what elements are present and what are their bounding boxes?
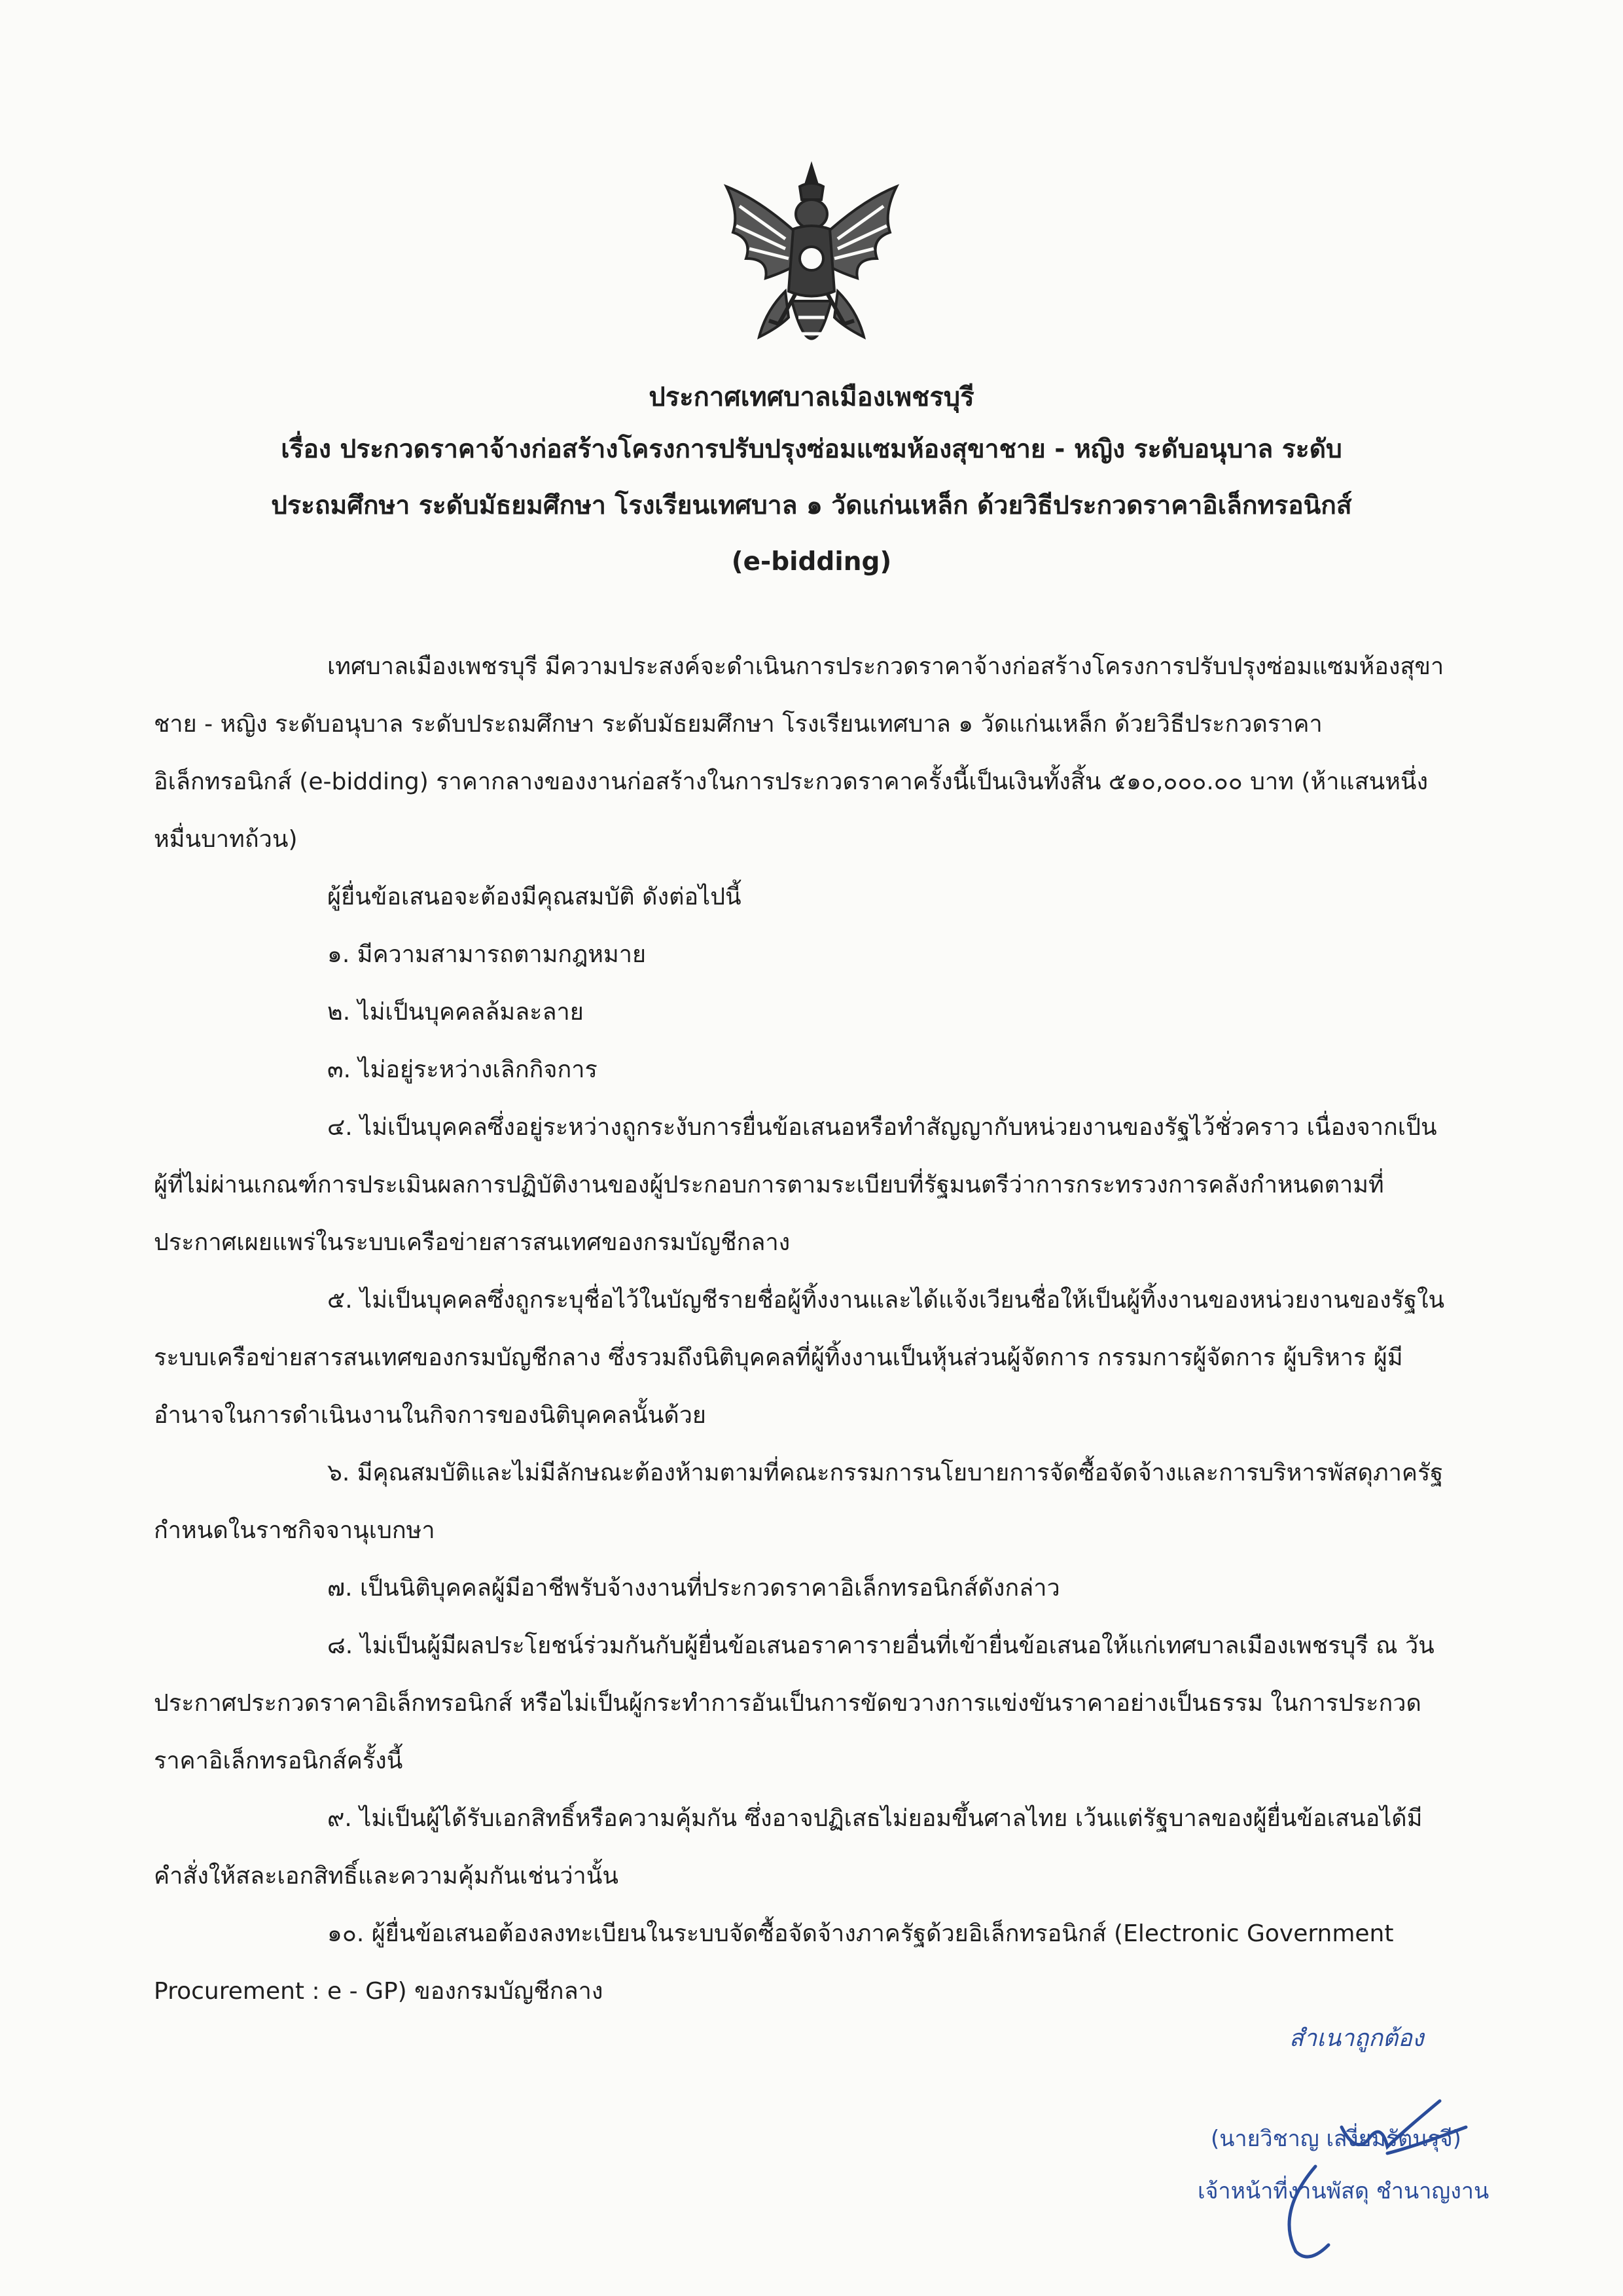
list-item: ๗. เป็นนิติบุคคลผู้มีอาชีพรับจ้างงานที่ประกวดราคาอิเล็กทรอนิกส์ดังกล่าว bbox=[327, 1575, 1060, 1602]
title-block bbox=[131, 376, 1492, 594]
handwritten-signature-icon bbox=[1270, 2055, 1505, 2265]
signatory-position: เจ้าหน้าที่งานพัสดุ ชำนาญงาน bbox=[1198, 2178, 1489, 2204]
list-item: ๒. ไม่เป็นบุคคลล้มละลาย bbox=[327, 999, 584, 1026]
list-item: ๘. ไม่เป็นผู้มีผลประโยชน์ร่วมกันกับผู้ยื่นข้อเสนอราคารายอื่นที่เข้ายื่นข้อเสนอให้แก่เทศบาลเมืองเพชรบุรี ณ วันประกาศประกวดราคาอิเล็กทรอนิกส์ หรือไม่เป็นผู้กระทำการอันเป็นการขัดขวางการแข่งขันราคาอย่างเป็นธรรม ในการประกวดราคาอิเล็กทรอนิกส์ครั้งนี้ bbox=[154, 1632, 1435, 1774]
list-item: ๖. มีคุณสมบัติและไม่มีลักษณะต้องห้ามตามที่คณะกรรมการนโยบายการจัดซื้อจัดจ้างและการบริหารพัสดุภาครัฐกำหนดในราชกิจจานุเบกษา bbox=[154, 1460, 1444, 1544]
list-item: ๔. ไม่เป็นบุคคลซึ่งอยู่ระหว่างถูกระงับการยื่นข้อเสนอหรือทำสัญญากับหน่วยงานของรัฐไว้ชั่วคราว เนื่องจากเป็นผู้ที่ไม่ผ่านเกณฑ์การประเมินผลการปฏิบัติงานของผู้ประกอบการตามระเบียบที่รัฐมนตรีว่าการกระทรวงการคลังกำหนดตามที่ประกาศเผยแพร่ในระบบเครือข่ายสารสนเทศของกรมบัญชีกลาง bbox=[154, 1114, 1437, 1256]
list-item: ๕. ไม่เป็นบุคคลซึ่งถูกระบุชื่อไว้ในบัญชีรายชื่อผู้ทิ้งงานและได้แจ้งเวียนชื่อให้เป็นผู้ทิ้งงานของหน่วยงานของรัฐในระบบเครือข่ายสารสนเทศของกรมบัญชีกลาง ซึ่งรวมถึงนิติบุคคลที่ผู้ทิ้งงานเป็นหุ้นส่วนผู้จัดการ กรรมการผู้จัดการ ผู้บริหาร ผู้มีอำนาจในการดำเนินงานในกิจการของนิติบุคคลนั้นด้วย bbox=[154, 1287, 1445, 1429]
subject-line-1: เรื่อง ประกวดราคาจ้างก่อสร้างโครงการปรับปรุงซ่อมแซมห้องสุขาชาย - หญิง ระดับอนุบาล ระดับ bbox=[281, 435, 1342, 464]
intro-paragraph: เทศบาลเมืองเพชรบุรี มีความประสงค์จะดำเนินการประกวดราคาจ้างก่อสร้างโครงการปรับปรุงซ่อมแซมห้องสุขาชาย - หญิง ระดับอนุบาล ระดับประถมศึกษา ระดับมัธยมศึกษา โรงเรียนเทศบาล ๑ วัดแก่นเหล็ก ด้วยวิธีประกวดราคาอิเล็กทรอนิกส์ (e-bidding) ราคากลางของงานก่อสร้างในการประกวดราคาครั้งนี้เป็นเงินทั้งสิ้น ๕๑๐,๐๐๐.๐๐ บาท (ห้าแสนหนึ่งหมื่นบาทถ้วน) bbox=[154, 653, 1444, 853]
list-item: ๓. ไม่อยู่ระหว่างเลิกกิจการ bbox=[327, 1056, 597, 1083]
list-item: ๑. มีความสามารถตามกฎหมาย bbox=[327, 941, 647, 968]
list-item: ๑๐. ผู้ยื่นข้อเสนอต้องลงทะเบียนในระบบจัดซื้อจัดจ้างภาครัฐด้วยอิเล็กทรอนิกส์ (Electronic Government Procurement : e - GP) ของกรมบัญชีกลาง bbox=[154, 1920, 1394, 2005]
garuda-emblem-icon bbox=[713, 160, 910, 383]
certified-copy-stamp: สำเนาถูกต้อง bbox=[1289, 2025, 1424, 2052]
document-title: ประกาศเทศบาลเมืองเพชรบุรี bbox=[649, 382, 974, 412]
subject-line-3: (e-bidding) bbox=[731, 547, 892, 577]
subject-line-2: ประถมศึกษา ระดับมัธยมศึกษา โรงเรียนเทศบาล ๑ วัดแก่นเหล็ก ด้วยวิธีประกวดราคาอิเล็กทรอนิกส์ bbox=[271, 491, 1352, 520]
document-body bbox=[154, 638, 1446, 2020]
signatory-name: (นายวิชาญ เสงี่ยมรัตนรุจี) bbox=[1211, 2126, 1461, 2152]
qualifications-heading: ผู้ยื่นข้อเสนอจะต้องมีคุณสมบัติ ดังต่อไปนี้ bbox=[327, 884, 741, 910]
list-item: ๙. ไม่เป็นผู้ได้รับเอกสิทธิ์หรือความคุ้มกัน ซึ่งอาจปฏิเสธไม่ยอมขึ้นศาลไทย เว้นแต่รัฐบาลของผู้ยื่นข้อเสนอได้มีคำสั่งให้สละเอกสิทธิ์และความคุ้มกันเช่นว่านั้น bbox=[154, 1805, 1423, 1890]
